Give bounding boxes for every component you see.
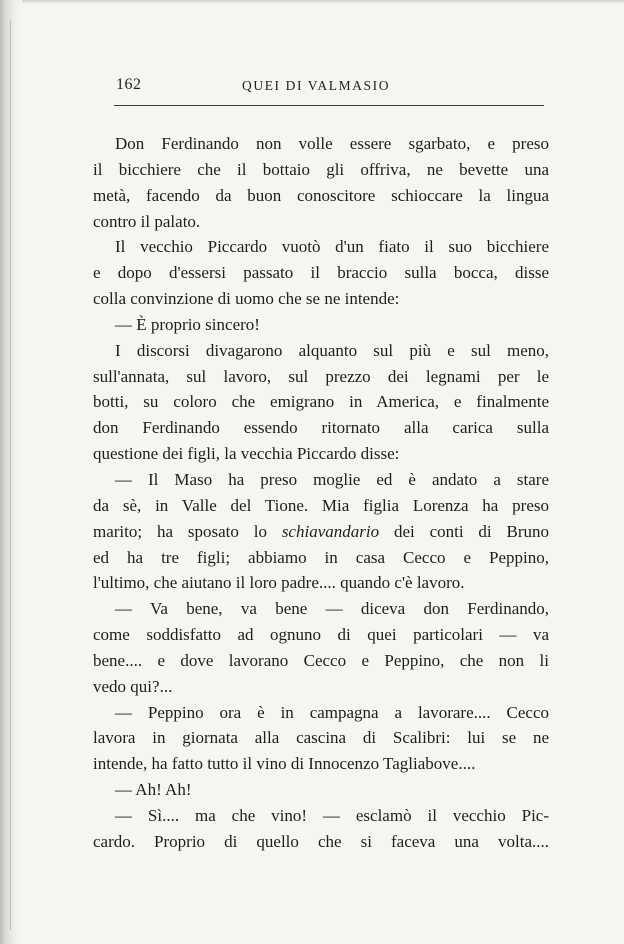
text-line: [93, 596, 549, 622]
text-line-content: metà, facendo da buon conoscitore schioccare la lingua: [93, 185, 549, 205]
text-line-content: botti, su coloro che emigrano in America, e finalmente: [93, 392, 549, 412]
body-text: [93, 131, 549, 855]
text-line: [93, 622, 549, 648]
text-line: [93, 312, 549, 338]
text-line: [93, 234, 549, 260]
text-line: [93, 441, 549, 467]
text-line-content: ed ha tre figli; abbiamo in casa Cecco e Peppino,: [93, 547, 549, 567]
text-line: [93, 570, 549, 596]
text-line-content: — Ah! Ah!: [115, 780, 192, 800]
text-line-content: sull'annata, sul lavoro, sul prezzo dei legnami per le: [93, 366, 549, 386]
text-line: [93, 286, 549, 312]
text-line: [93, 493, 549, 519]
binding-crease: [10, 20, 11, 930]
text-line-content: — È proprio sincero!: [115, 314, 260, 334]
text-line-content: Il vecchio Piccardo vuotò d'un fiato il suo bicchiere: [115, 237, 549, 257]
text-line-content: — Il Maso ha preso moglie ed è andato a stare: [115, 469, 549, 489]
text-line: [93, 364, 549, 390]
text-line: [93, 415, 549, 441]
running-head: QUEI DI VALMASIO: [242, 78, 391, 93]
text-line: [93, 700, 549, 726]
text-line-content: Don Ferdinando non volle essere sgarbato, e preso: [115, 134, 549, 153]
text-line-content: vedo qui?...: [93, 676, 173, 696]
text-line-content: — Sì.... ma che vino! — esclamò il vecchio Pic-: [115, 805, 549, 825]
text-line-content: il bicchiere che il bottaio gli offriva, ne bevette una: [93, 159, 549, 179]
page-header: [116, 76, 544, 98]
text-line: [93, 131, 549, 157]
text-line: [93, 389, 549, 415]
binding-edge: [0, 0, 22, 944]
text-line: [93, 777, 549, 803]
text-line: [93, 803, 549, 829]
text-line-content: I discorsi divagarono alquanto sul più e sul meno,: [115, 340, 549, 360]
text-line: [93, 829, 549, 855]
text-line: [93, 519, 549, 545]
text-line-content: bene.... e dove lavorano Cecco e Peppino, che non li: [93, 650, 549, 670]
text-line: [93, 674, 549, 700]
text-line-content: — Va bene, va bene — diceva don Ferdinando,: [115, 599, 549, 619]
text-line-content: intende, ha fatto tutto il vino di Innocenzo Tagliabove....: [93, 754, 476, 774]
page-top-edge: [0, 0, 624, 4]
text-line: [93, 751, 549, 777]
text-line-content: marito; ha sposato lo: [93, 521, 282, 541]
text-line-content: contro il palato.: [93, 211, 201, 231]
page-number: 162: [116, 76, 142, 93]
header-rule: [114, 105, 544, 106]
text-line-content: e dopo d'essersi passato il braccio sulla bocca, disse: [93, 263, 549, 283]
text-line-content: da sè, in Valle del Tione. Mia figlia Lorenza ha preso: [93, 495, 549, 515]
text-line-content: questione dei figli, la vecchia Piccardo disse:: [93, 444, 400, 464]
text-line-content: cardo. Proprio di quello che si faceva una volta....: [93, 831, 549, 851]
text-line-content: don Ferdinando essendo ritornato alla carica sulla: [93, 418, 549, 438]
text-line-content: — Peppino ora è in campagna a lavorare.... Cecco: [115, 702, 549, 722]
text-line-content: lavora in giornata alla cascina di Scalibri: lui se ne: [93, 728, 549, 748]
text-line: [93, 338, 549, 364]
text-line-continuation: dei conti di Bruno: [379, 521, 550, 541]
text-line: [93, 157, 549, 183]
text-line: [93, 648, 549, 674]
text-line: [93, 183, 549, 209]
text-line: [93, 725, 549, 751]
italic-term: schiavandario: [281, 521, 380, 541]
text-line: [93, 260, 549, 286]
text-line-content: colla convinzione di uomo che se ne intende:: [93, 289, 400, 309]
text-line-content: l'ultimo, che aiutano il loro padre.... quando c'è lavoro.: [93, 573, 465, 593]
text-line: [93, 209, 549, 235]
text-line: [93, 545, 549, 571]
text-line: [93, 467, 549, 493]
text-line-content: come soddisfatto ad ognuno di quei particolari — va: [93, 625, 549, 645]
